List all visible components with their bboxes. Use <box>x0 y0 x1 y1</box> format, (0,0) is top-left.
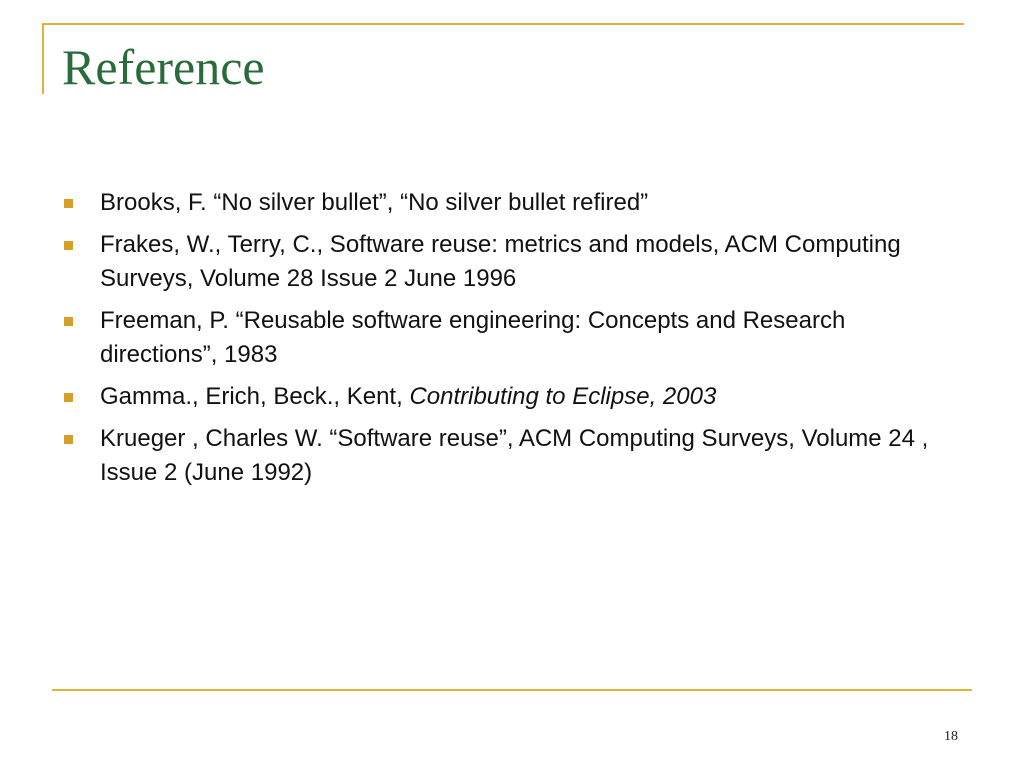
reference-text: Freeman, P. “Reusable software engineering: Concepts and Research directions”, 1983 <box>100 307 846 368</box>
reference-item <box>62 186 942 220</box>
reference-text: Krueger , Charles W. “Software reuse”, ACM Computing Surveys, Volume 24 , Issue 2 (June 1992) <box>100 425 929 486</box>
bottom-rule <box>52 689 972 691</box>
page-number: 18 <box>944 729 958 744</box>
reference-italic-text: Contributing to Eclipse, 2003 <box>409 383 717 410</box>
square-bullet-icon <box>64 241 73 250</box>
square-bullet-icon <box>64 199 73 208</box>
square-bullet-icon <box>64 435 73 444</box>
square-bullet-icon <box>64 317 73 326</box>
reference-item <box>62 228 942 296</box>
top-rule <box>42 23 964 25</box>
slide-title: Reference <box>62 39 265 95</box>
reference-text: Frakes, W., Terry, C., Software reuse: metrics and models, ACM Computing Surveys, Volume 28 Issue 2 June 1996 <box>100 231 901 292</box>
reference-item <box>62 380 942 414</box>
reference-text: Brooks, F. “No silver bullet”, “No silver bullet refired” <box>100 189 649 216</box>
reference-item <box>62 304 942 372</box>
square-bullet-icon <box>64 393 73 402</box>
reference-item <box>62 422 942 490</box>
left-rule <box>42 23 44 94</box>
reference-list <box>62 186 942 498</box>
reference-text: Gamma., Erich, Beck., Kent, <box>100 383 410 410</box>
